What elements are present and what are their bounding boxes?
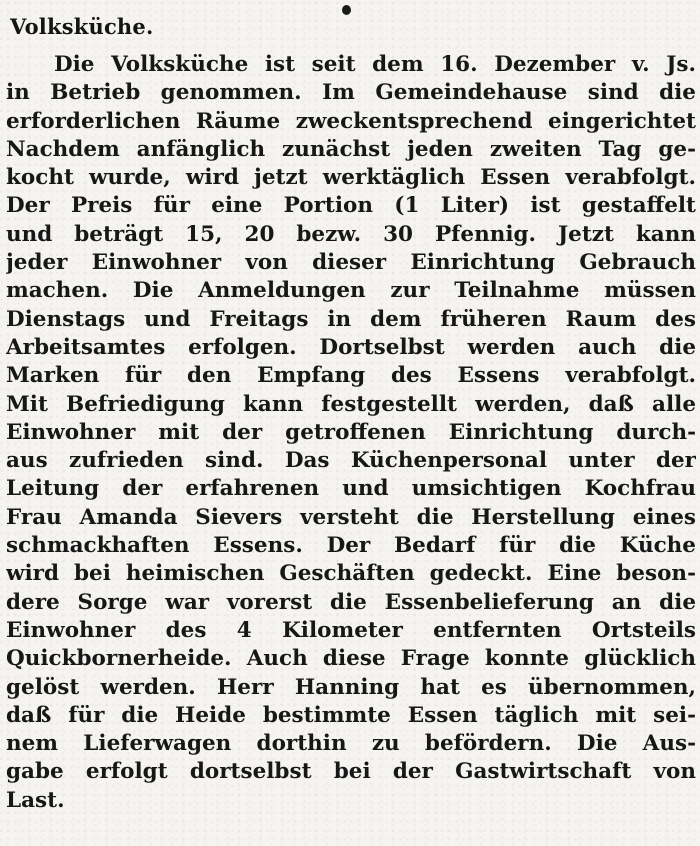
text-line: jeder Einwohner von dieser Einrichtung Gebrauch xyxy=(6,250,696,276)
text-line: und beträgt 15, 20 bezw. 30 Pfennig. Jetzt kann xyxy=(6,221,696,247)
text-line: kocht wurde, wird jetzt werktäglich Essen verabfolgt. xyxy=(6,165,696,191)
text-line: Frau Amanda Sievers versteht die Herstellung eines xyxy=(6,504,696,530)
text-line: aus zufrieden sind. Das Küchenpersonal unter der xyxy=(6,448,696,474)
text-line: Leitung der erfahrenen und umsichtigen Kochfrau xyxy=(6,476,696,502)
text-line: Nachdem anfänglich zunächst jeden zweiten Tag ge- xyxy=(6,136,696,162)
text-line: machen. Die Anmeldungen zur Teilnahme müssen xyxy=(6,278,696,304)
ink-speck xyxy=(342,5,351,15)
text-line: Quickbornerheide. Auch diese Frage konnte glücklich xyxy=(6,646,696,672)
text-line: nem Lieferwagen dorthin zu befördern. Die Aus- xyxy=(6,731,696,757)
text-line: gabe erfolgt dortselbst bei der Gastwirtschaft von xyxy=(6,759,696,785)
text-line: Die Volksküche ist seit dem 16. Dezember v. Js. xyxy=(54,52,696,77)
text-line: Marken für den Empfang des Essens verabfolgt. xyxy=(6,363,696,389)
text-line: dere Sorge war vorerst die Essenbelieferung an die xyxy=(6,589,696,615)
text-line: Dienstags und Freitags in dem früheren Raum des xyxy=(6,306,696,332)
text-line: Arbeitsamtes erfolgen. Dortselbst werden auch die xyxy=(6,334,696,360)
text-line: in Betrieb genommen. Im Gemeindehause sind die xyxy=(6,80,696,106)
text-line: Der Preis für eine Portion (1 Liter) ist gestaffelt xyxy=(6,193,696,219)
text-line: wird bei heimischen Geschäften gedeckt. Eine beson- xyxy=(6,561,696,587)
article-body xyxy=(6,51,696,815)
text-line: Einwohner des 4 Kilometer entfernten Ortsteils xyxy=(6,617,696,643)
text-line: Mit Befriedigung kann festgestellt werden, daß alle xyxy=(6,391,696,417)
text-line: schmackhaften Essens. Der Bedarf für die Küche xyxy=(6,533,696,559)
text-line: Einwohner mit der getroffenen Einrichtung durch- xyxy=(6,419,696,445)
text-line: gelöst werden. Herr Hanning hat es übernommen, xyxy=(6,674,696,700)
text-line: erforderlichen Räume zweckentsprechend eingerichtet xyxy=(6,108,696,134)
article-heading: Volksküche. xyxy=(10,14,154,39)
text-line: Last. xyxy=(6,787,65,813)
text-line: daß für die Heide bestimmte Essen täglich mit sei- xyxy=(6,702,696,728)
